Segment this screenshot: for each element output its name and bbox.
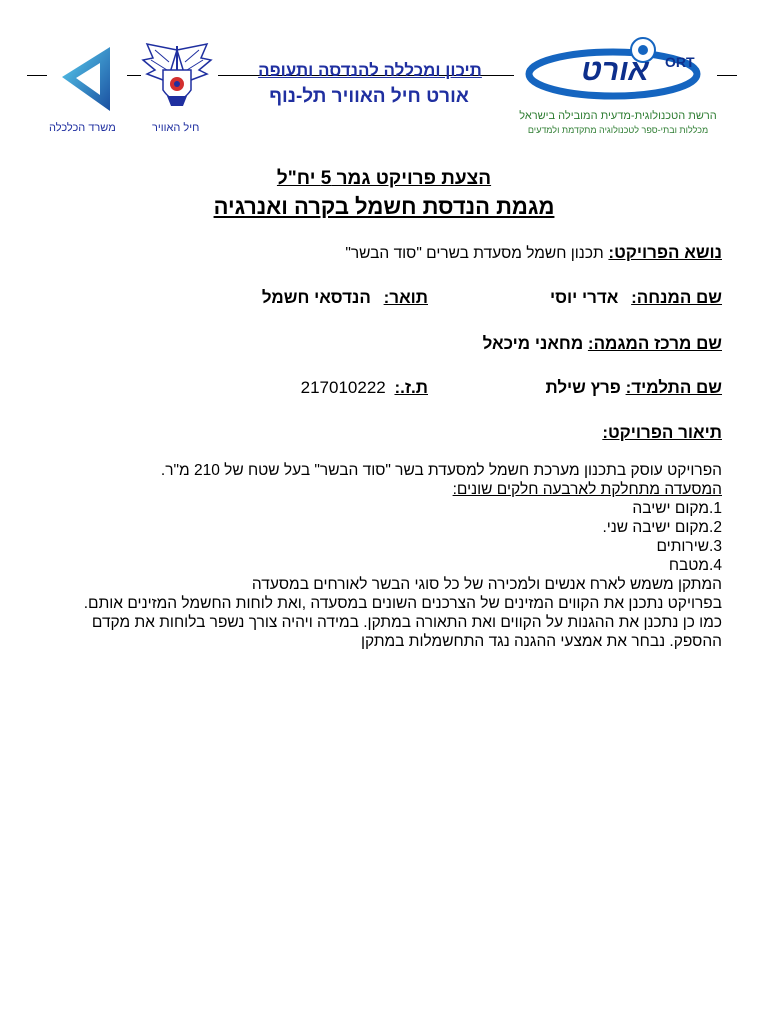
ort-logo-text: אורט (581, 54, 649, 87)
subject-label: נושא הפרויקט: (608, 243, 722, 262)
ministry-logo (52, 43, 124, 115)
description-line: המתקן משמש לארח אנשים ולמכירה של כל סוגי הבשר לאורחים במסעדה (251, 576, 722, 593)
air-force-emblem (139, 40, 215, 114)
header-rule-left (27, 75, 47, 76)
list-item: 3.שירותים (656, 538, 722, 555)
proposal-title: הצעת פרויקט גמר 5 יח"ל (276, 168, 492, 189)
description-label: תיאור הפרויקט: (602, 423, 722, 442)
id-row (301, 378, 428, 398)
list-item: 4.מטבח (668, 557, 722, 574)
description-line: הפרויקט עוסק בתכנון מערכת חשמל למסעדת בשר "סוד הבשר" בעל שטח של 210 מ"ר. (160, 462, 722, 479)
header-rule-right (717, 75, 737, 76)
air-force-wings-icon (139, 40, 215, 114)
student-label: שם התלמיד: (625, 378, 722, 397)
id-value: 217010222 (300, 378, 386, 397)
supervisor-value: אדרי יוסי (549, 288, 619, 307)
college-name-line2: אורט חיל האוויר תל-נוף (269, 86, 469, 107)
description-body (42, 461, 722, 651)
coordinator-value: מחאני מיכאל (482, 334, 584, 353)
air-force-caption: חיל האוויר (152, 122, 200, 134)
subject-row (345, 243, 722, 263)
list-item: 1.מקום ישיבה (632, 500, 722, 517)
major-title: מגמת הנדסת חשמל בקרה ואנרגיה (213, 194, 555, 219)
degree-value: הנדסאי חשמל (261, 288, 371, 307)
coordinator-label: שם מרכז המגמה: (587, 334, 722, 353)
degree-label: תואר: (383, 288, 428, 307)
ort-logo (525, 36, 705, 106)
student-value: פרץ שילת (545, 378, 621, 397)
subject-value: תכנון חשמל מסעדת בשרים "סוד הבשר" (345, 245, 604, 262)
ministry-caption: משרד הכלכלה (49, 122, 116, 134)
description-line: ההספק. נבחר את אמצעי ההגנה נגד התחשמלות במתקן (360, 633, 722, 650)
ministry-triangle-icon (52, 43, 124, 115)
id-label: ת.ז.: (394, 378, 428, 397)
description-row (602, 423, 722, 443)
description-line (42, 480, 722, 499)
coordinator-row (483, 334, 722, 354)
ort-tagline: הרשת הטכנולוגית-מדעית המובילה בישראל (519, 110, 717, 122)
student-row (545, 378, 722, 398)
description-line: כמו כן נתכנן את ההגנות על הקווים ואת התאורה במתקן. במידה ויהיה צורך נשפר בלוחות את מקדם (91, 614, 722, 631)
description-line: בפרויקט נתכנן את הקווים המזינים של הצרכנים השונים במסעדה ,ואת לוחות החשמל המזינים אותם. (83, 595, 722, 612)
supervisor-label: שם המנחה: (631, 288, 722, 307)
ort-subtagline: מכללות ובתי-ספר לטכנולוגיה מתקדמת ולמדעים (527, 125, 709, 135)
sections-heading: המסעדה מתחלקת לארבעה חלקים שונים: (452, 481, 722, 498)
degree-row (262, 288, 428, 308)
ort-logo-badge: ORT (665, 54, 695, 70)
list-item: 2.מקום ישיבה שני. (602, 519, 722, 536)
college-name-line1: תיכון ומכללה להנדסה ותעופה (258, 61, 482, 80)
supervisor-row (550, 288, 722, 308)
